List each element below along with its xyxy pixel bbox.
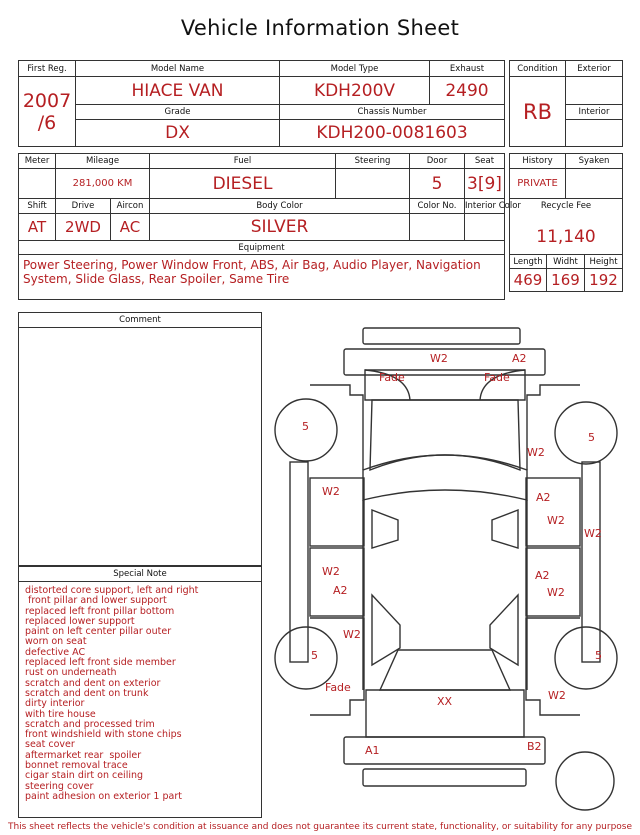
aircon-value: AC <box>111 214 150 241</box>
special-note-item: paint adhesion on exterior 1 part <box>25 790 182 802</box>
special-note-item: worn on seat <box>25 636 87 648</box>
left-rocker <box>290 462 308 662</box>
shift-label: Shift <box>19 199 56 214</box>
meter-value <box>19 169 56 199</box>
roof-front <box>363 455 527 500</box>
right-slide-door <box>526 548 580 616</box>
roof-sides <box>363 500 527 690</box>
special-note-item: replaced left front pillar bottom <box>25 605 175 617</box>
front-bumper-top <box>363 328 520 344</box>
comment-label: Comment <box>19 313 261 328</box>
model-name-value: HIACE VAN <box>76 77 280 105</box>
mark-rear-quarter-left: W2 <box>343 628 361 641</box>
special-note-item: bonnet removal trace <box>25 760 128 772</box>
mark-front-bumper-center: W2 <box>430 352 448 365</box>
mileage-value: 281,000 KM <box>56 169 150 199</box>
chassis-label: Chassis Number <box>280 105 505 120</box>
vehicle-damage-diagram <box>270 322 622 820</box>
body-color-value: SILVER <box>150 214 410 241</box>
special-note-item: rust on underneath <box>25 667 117 679</box>
body-color-label: Body Color <box>150 199 410 214</box>
equipment-value: Power Steering, Power Window Front, ABS, Air Bag, Audio Player, Navigation System, Slide Glass, Rear Spoiler, Same Tire <box>19 255 505 300</box>
vehicle-spec-table <box>18 153 521 300</box>
door-label: Door <box>410 154 465 169</box>
recycle-fee-value: 11,140 <box>510 214 623 255</box>
width-value: 169 <box>547 269 585 292</box>
special-note-list <box>19 582 261 802</box>
special-note-item: steering cover <box>25 780 94 792</box>
mark-front-fender-right: W2 <box>527 446 545 459</box>
condition-table <box>509 60 623 147</box>
mark-front-tire-left: 5 <box>302 420 309 433</box>
damage-marks <box>302 352 602 757</box>
interior-label: Interior <box>566 105 623 120</box>
special-note-item: replaced left front side member <box>25 657 176 669</box>
rear-right-tire <box>555 627 617 689</box>
special-note-item: dirty interior <box>25 698 85 710</box>
model-type-value: KDH200V <box>280 77 430 105</box>
first-reg-year: 2007 <box>22 89 72 112</box>
mark-rear-bumper-left: A1 <box>365 744 380 757</box>
inner-window-left-front <box>372 510 398 548</box>
seat-label: Seat <box>465 154 505 169</box>
condition-label: Condition <box>510 61 566 77</box>
right-front-door <box>526 478 580 546</box>
rear-window <box>380 650 510 690</box>
meter-label: Meter <box>19 154 56 169</box>
spare-tire <box>556 752 614 810</box>
special-note-item: seat cover <box>25 739 75 751</box>
front-right-tire <box>555 402 617 464</box>
special-note-item: scratch and dent on exterior <box>25 677 161 689</box>
drive-label: Drive <box>56 199 111 214</box>
history-table <box>509 153 623 292</box>
mileage-label: Mileage <box>56 154 150 169</box>
condition-value: RB <box>510 77 566 147</box>
disclaimer-footer: This sheet reflects the vehicle's condition at issuance and does not guarantee its current state, functionality, or suitability for any purpose <box>7 822 633 832</box>
mark-slide-door-right-a: A2 <box>535 569 550 582</box>
recycle-fee-label: Recycle Fee <box>510 199 623 214</box>
special-note-item: with tire house <box>25 708 96 720</box>
aircon-label: Aircon <box>111 199 150 214</box>
exhaust-value: 2490 <box>430 77 505 105</box>
chassis-value: KDH200-0081603 <box>280 120 505 147</box>
rear-left-tire <box>275 627 337 689</box>
rear-bumper-bottom <box>363 769 526 786</box>
first-reg-value <box>19 77 76 147</box>
mark-front-tire-right: 5 <box>588 431 595 444</box>
mark-rear-bumper-right: B2 <box>527 740 542 753</box>
special-note-item: scratch and processed trim <box>25 718 155 730</box>
first-reg-month: /6 <box>37 111 57 134</box>
steering-value <box>336 169 410 199</box>
length-value: 469 <box>510 269 547 292</box>
left-slide-door <box>310 548 364 616</box>
mark-slide-door-left-w: W2 <box>322 565 340 578</box>
grade-value: DX <box>76 120 280 147</box>
model-type-label: Model Type <box>280 61 430 77</box>
fuel-value: DIESEL <box>150 169 336 199</box>
mark-back-door: XX <box>437 695 453 708</box>
seat-value: 3[9] <box>465 169 505 199</box>
height-label: Height <box>585 255 623 269</box>
equipment-label: Equipment <box>19 241 505 255</box>
inner-window-right-front <box>492 510 518 548</box>
height-value: 192 <box>585 269 623 292</box>
syaken-label: Syaken <box>566 154 623 169</box>
length-label: Length <box>510 255 547 269</box>
mark-rear-tire-right: 5 <box>595 649 602 662</box>
special-note-item: defective AC <box>25 646 86 658</box>
page-title: Vehicle Information Sheet <box>180 16 460 40</box>
mark-slide-door-left-a: A2 <box>333 584 348 597</box>
special-note-item: paint on left center pillar outer <box>25 626 172 638</box>
mark-front-bumper-right: A2 <box>512 352 527 365</box>
vehicle-basic-table <box>18 60 505 147</box>
special-note-item: distorted core support, left and right <box>25 585 199 596</box>
special-note-label: Special Note <box>19 567 261 582</box>
special-note-item: front windshield with stone chips <box>25 729 182 741</box>
mark-front-door-right-w: W2 <box>547 514 565 527</box>
grade-label: Grade <box>76 105 280 120</box>
door-value: 5 <box>410 169 465 199</box>
mark-headlight-left: Fade <box>379 371 405 384</box>
history-label: History <box>510 154 566 169</box>
interior-color-label: Interior Color <box>465 199 505 214</box>
special-note-item: cigar stain dirt on ceiling <box>25 770 144 782</box>
exterior-label: Exterior <box>566 61 623 77</box>
mark-rear-quarter-left-fade: Fade <box>325 681 351 694</box>
windshield <box>370 400 520 470</box>
special-note-item: scratch and dent on trunk <box>25 687 149 699</box>
special-note-item: front pillar and lower support <box>25 595 167 607</box>
mark-headlight-right: Fade <box>484 371 510 384</box>
first-reg-label: First Reg. <box>19 61 76 77</box>
color-no-label: Color No. <box>410 199 465 214</box>
syaken-value <box>566 169 623 199</box>
special-note-item: replaced lower support <box>25 615 135 627</box>
right-rocker <box>582 462 600 662</box>
special-note-box <box>18 566 262 818</box>
exhaust-label: Exhaust <box>430 61 505 77</box>
width-label: Widht <box>547 255 585 269</box>
interior-value <box>566 120 623 147</box>
model-name-label: Model Name <box>76 61 280 77</box>
comment-box <box>18 312 262 566</box>
interior-color-value <box>465 214 505 241</box>
history-value: PRIVATE <box>510 169 566 199</box>
mark-rear-tire-left: 5 <box>311 649 318 662</box>
mark-rear-quarter-right: W2 <box>548 689 566 702</box>
mark-slide-door-right-w: W2 <box>547 586 565 599</box>
drive-value: 2WD <box>56 214 111 241</box>
special-note-item: aftermarket rear spoiler <box>25 749 142 761</box>
shift-value: AT <box>19 214 56 241</box>
fuel-label: Fuel <box>150 154 336 169</box>
color-no-value <box>410 214 465 241</box>
mark-front-door-left: W2 <box>322 485 340 498</box>
mark-side-right-edge: W2 <box>584 527 602 540</box>
steering-label: Steering <box>336 154 410 169</box>
mark-front-door-right-a: A2 <box>536 491 551 504</box>
exterior-value <box>566 77 623 105</box>
